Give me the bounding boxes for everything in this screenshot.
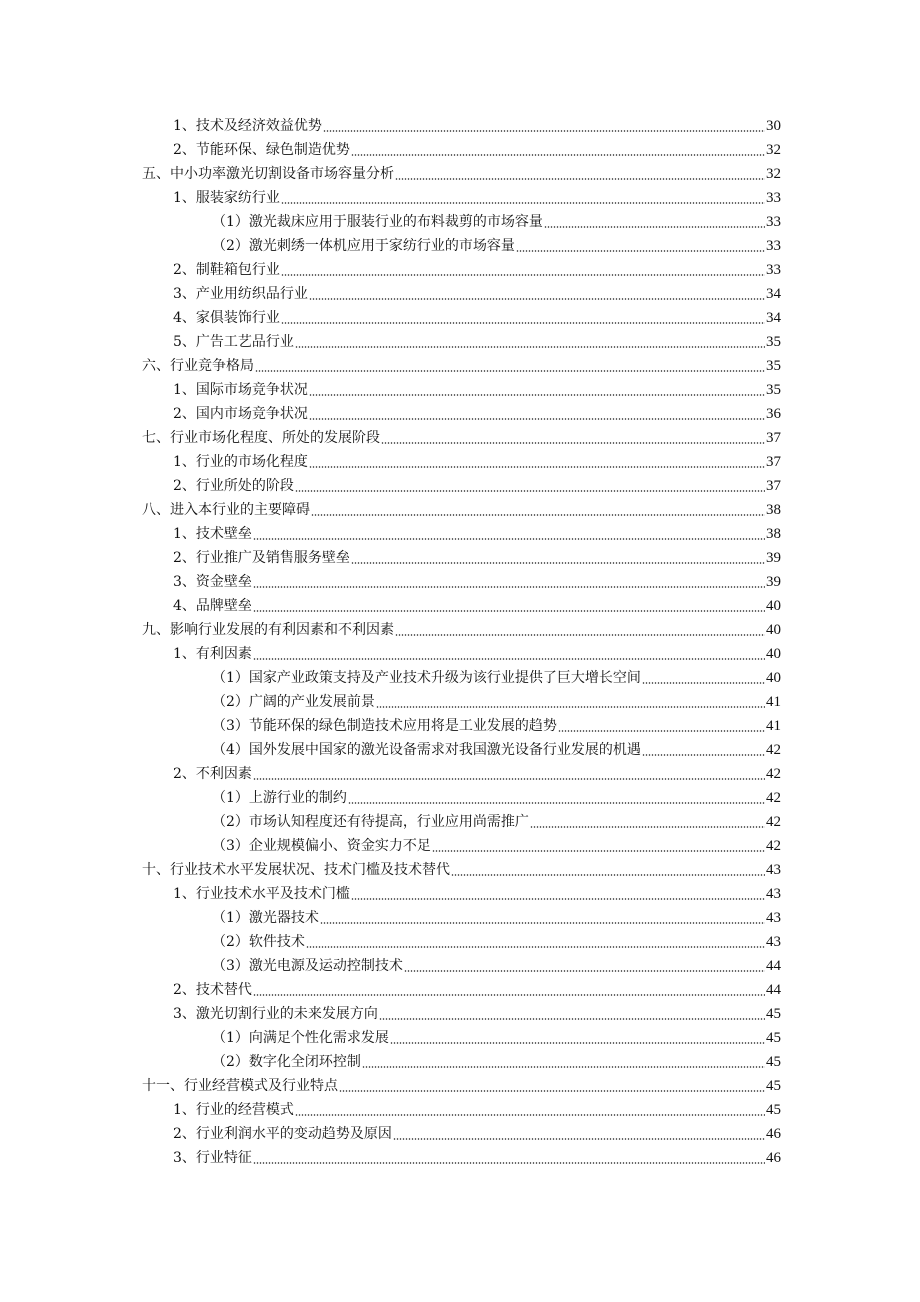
- toc-dot-leader: [295, 490, 765, 492]
- toc-entry-title: 2、节能环保、绿色制造优势: [173, 142, 350, 158]
- toc-entry[interactable]: [0, 184, 781, 208]
- toc-entry-page-number: 39: [766, 550, 781, 566]
- toc-entry-title: 八、进入本行业的主要障碍: [142, 502, 310, 518]
- toc-entry-title: 七、行业市场化程度、所处的发展阶段: [142, 430, 380, 446]
- toc-dot-leader: [253, 1162, 765, 1164]
- toc-entry[interactable]: [0, 496, 781, 520]
- toc-dot-leader: [395, 178, 765, 180]
- toc-dot-leader: [348, 802, 765, 804]
- toc-entry-page-number: 35: [766, 334, 781, 350]
- toc-dot-leader: [309, 466, 765, 468]
- toc-entry[interactable]: [0, 400, 781, 424]
- toc-entry[interactable]: [0, 424, 781, 448]
- toc-entry-page-number: 30: [766, 118, 781, 134]
- toc-entry-title: 2、行业推广及销售服务壁垒: [173, 550, 350, 566]
- toc-dot-leader: [323, 130, 765, 132]
- toc-entry[interactable]: [0, 712, 781, 736]
- toc-entry[interactable]: [0, 520, 781, 544]
- toc-entry-title: 2、国内市场竞争状况: [173, 406, 308, 422]
- toc-entry[interactable]: [0, 136, 781, 160]
- toc-entry-title: 5、广告工艺品行业: [173, 334, 294, 350]
- toc-entry-title: 2、行业所处的阶段: [173, 478, 294, 494]
- toc-entry-title: （1）激光器技术: [212, 910, 319, 926]
- toc-entry-page-number: 43: [766, 934, 781, 950]
- toc-dot-leader: [379, 1018, 765, 1020]
- toc-entry[interactable]: [0, 976, 781, 1000]
- toc-entry-title: 3、行业特征: [173, 1150, 252, 1166]
- toc-dot-leader: [642, 682, 765, 684]
- toc-entry-title: 六、行业竞争格局: [142, 358, 254, 374]
- toc-dot-leader: [320, 922, 765, 924]
- toc-entry[interactable]: [0, 640, 781, 664]
- toc-entry[interactable]: [0, 568, 781, 592]
- toc-entry-page-number: 40: [766, 598, 781, 614]
- toc-entry-page-number: 43: [766, 886, 781, 902]
- toc-entry[interactable]: [0, 952, 781, 976]
- toc-entry-title: 3、资金壁垒: [173, 574, 252, 590]
- toc-entry-page-number: 33: [766, 214, 781, 230]
- toc-dot-leader: [253, 778, 765, 780]
- toc-dot-leader: [351, 562, 765, 564]
- toc-entry[interactable]: [0, 1120, 781, 1144]
- toc-entry-title: （1）激光裁床应用于服装行业的布料裁剪的市场容量: [212, 214, 543, 230]
- toc-entry-title: 1、服装家纺行业: [173, 190, 280, 206]
- toc-dot-leader: [395, 634, 765, 636]
- toc-dot-leader: [642, 754, 765, 756]
- toc-entry-title: （4）国外发展中国家的激光设备需求对我国激光设备行业发展的机遇: [212, 742, 641, 758]
- toc-entry-page-number: 34: [766, 310, 781, 326]
- toc-entry[interactable]: [0, 208, 781, 232]
- toc-dot-leader: [295, 1114, 765, 1116]
- toc-dot-leader: [311, 514, 765, 516]
- toc-dot-leader: [451, 874, 765, 876]
- toc-entry-title: 2、技术替代: [173, 982, 252, 998]
- toc-entry[interactable]: [0, 328, 781, 352]
- toc-entry-page-number: 38: [766, 502, 781, 518]
- toc-entry[interactable]: [0, 376, 781, 400]
- toc-entry[interactable]: [0, 160, 781, 184]
- toc-dot-leader: [530, 826, 765, 828]
- toc-entry-title: （1）向满足个性化需求发展: [212, 1030, 389, 1046]
- toc-entry[interactable]: [0, 808, 781, 832]
- toc-dot-leader: [253, 610, 765, 612]
- toc-dot-leader: [351, 154, 765, 156]
- toc-entry-page-number: 33: [766, 262, 781, 278]
- table-of-contents: [0, 112, 920, 1168]
- toc-entry[interactable]: [0, 832, 781, 856]
- toc-entry-page-number: 42: [766, 838, 781, 854]
- toc-entry[interactable]: [0, 256, 781, 280]
- toc-entry[interactable]: [0, 664, 781, 688]
- toc-entry-title: 4、家俱装饰行业: [173, 310, 280, 326]
- toc-entry-page-number: 44: [766, 982, 781, 998]
- toc-dot-leader: [281, 322, 765, 324]
- toc-entry-title: 十一、行业经营模式及行业特点: [142, 1078, 338, 1094]
- toc-entry-title: （2）广阔的产业发展前景: [212, 694, 375, 710]
- toc-dot-leader: [281, 274, 765, 276]
- toc-dot-leader: [558, 730, 765, 732]
- toc-entry-title: （2）数字化全闭环控制: [212, 1054, 361, 1070]
- toc-entry-page-number: 45: [766, 1054, 781, 1070]
- toc-entry[interactable]: [0, 1000, 781, 1024]
- toc-entry[interactable]: [0, 472, 781, 496]
- toc-entry-title: 1、技术及经济效益优势: [173, 118, 322, 134]
- toc-entry-page-number: 39: [766, 574, 781, 590]
- toc-entry[interactable]: [0, 280, 781, 304]
- toc-entry-title: 1、行业的经营模式: [173, 1102, 294, 1118]
- toc-entry[interactable]: [0, 736, 781, 760]
- toc-entry-title: （1）上游行业的制约: [212, 790, 347, 806]
- toc-entry-title: （2）软件技术: [212, 934, 305, 950]
- toc-entry-page-number: 36: [766, 406, 781, 422]
- toc-dot-leader: [309, 418, 765, 420]
- toc-dot-leader: [255, 370, 765, 372]
- toc-dot-leader: [253, 538, 765, 540]
- toc-entry-title: 2、不利因素: [173, 766, 252, 782]
- toc-entry-page-number: 41: [766, 718, 781, 734]
- toc-entry[interactable]: [0, 352, 781, 376]
- toc-entry-page-number: 43: [766, 862, 781, 878]
- toc-entry-page-number: 42: [766, 766, 781, 782]
- toc-entry[interactable]: [0, 1096, 781, 1120]
- toc-dot-leader: [390, 1042, 765, 1044]
- toc-entry[interactable]: [0, 1144, 781, 1168]
- toc-entry-page-number: 33: [766, 238, 781, 254]
- toc-dot-leader: [376, 706, 765, 708]
- toc-entry[interactable]: [0, 784, 781, 808]
- toc-entry-page-number: 46: [766, 1150, 781, 1166]
- toc-entry[interactable]: [0, 592, 781, 616]
- toc-entry-title: 1、行业的市场化程度: [173, 454, 308, 470]
- toc-entry-page-number: 40: [766, 646, 781, 662]
- toc-entry-title: （3）节能环保的绿色制造技术应用将是工业发展的趋势: [212, 718, 557, 734]
- toc-dot-leader: [339, 1090, 765, 1092]
- toc-entry-page-number: 46: [766, 1126, 781, 1142]
- toc-dot-leader: [309, 298, 765, 300]
- toc-entry[interactable]: [0, 448, 781, 472]
- toc-entry-page-number: 35: [766, 382, 781, 398]
- toc-entry[interactable]: [0, 232, 781, 256]
- toc-entry-page-number: 37: [766, 430, 781, 446]
- toc-entry-title: 4、品牌壁垒: [173, 598, 252, 614]
- toc-entry[interactable]: [0, 1048, 781, 1072]
- toc-entry-title: （3）激光电源及运动控制技术: [212, 958, 403, 974]
- toc-entry-page-number: 34: [766, 286, 781, 302]
- toc-entry-page-number: 45: [766, 1006, 781, 1022]
- toc-dot-leader: [362, 1066, 765, 1068]
- toc-dot-leader: [381, 442, 765, 444]
- toc-entry-page-number: 33: [766, 190, 781, 206]
- toc-entry-page-number: 37: [766, 454, 781, 470]
- toc-dot-leader: [516, 250, 765, 252]
- toc-entry-page-number: 45: [766, 1078, 781, 1094]
- toc-entry-title: 十、行业技术水平发展状况、技术门槛及技术替代: [142, 862, 450, 878]
- toc-dot-leader: [253, 994, 765, 996]
- toc-dot-leader: [306, 946, 765, 948]
- toc-entry-title: （1）国家产业政策支持及产业技术升级为该行业提供了巨大增长空间: [212, 670, 641, 686]
- toc-entry-page-number: 45: [766, 1030, 781, 1046]
- toc-entry-page-number: 42: [766, 742, 781, 758]
- toc-entry-title: 3、激光切割行业的未来发展方向: [173, 1006, 378, 1022]
- toc-entry-page-number: 44: [766, 958, 781, 974]
- toc-entry-page-number: 40: [766, 622, 781, 638]
- toc-entry-title: （3）企业规模偏小、资金实力不足: [212, 838, 431, 854]
- toc-entry[interactable]: [0, 112, 781, 136]
- toc-entry-page-number: 42: [766, 814, 781, 830]
- toc-entry-title: 1、国际市场竞争状况: [173, 382, 308, 398]
- toc-entry-title: 五、中小功率激光切割设备市场容量分析: [142, 166, 394, 182]
- toc-entry-page-number: 35: [766, 358, 781, 374]
- toc-entry-page-number: 42: [766, 790, 781, 806]
- toc-entry[interactable]: [0, 928, 781, 952]
- toc-entry[interactable]: [0, 616, 781, 640]
- toc-dot-leader: [253, 586, 765, 588]
- toc-entry-title: （2）市场认知程度还有待提高，行业应用尚需推广: [212, 814, 529, 830]
- toc-entry-title: 九、影响行业发展的有利因素和不利因素: [142, 622, 394, 638]
- toc-entry[interactable]: [0, 856, 781, 880]
- toc-entry-page-number: 32: [766, 166, 781, 182]
- toc-dot-leader: [295, 346, 765, 348]
- toc-dot-leader: [253, 658, 765, 660]
- toc-dot-leader: [351, 898, 765, 900]
- toc-entry[interactable]: [0, 760, 781, 784]
- toc-entry-page-number: 45: [766, 1102, 781, 1118]
- toc-entry-title: 2、制鞋箱包行业: [173, 262, 280, 278]
- toc-entry-page-number: 37: [766, 478, 781, 494]
- toc-entry[interactable]: [0, 904, 781, 928]
- toc-entry-page-number: 41: [766, 694, 781, 710]
- toc-dot-leader: [404, 970, 765, 972]
- toc-dot-leader: [393, 1138, 765, 1140]
- toc-entry-title: （2）激光刺绣一体机应用于家纺行业的市场容量: [212, 238, 515, 254]
- toc-entry-page-number: 43: [766, 910, 781, 926]
- toc-entry[interactable]: [0, 688, 781, 712]
- toc-entry[interactable]: [0, 1024, 781, 1048]
- toc-entry[interactable]: [0, 1072, 781, 1096]
- toc-dot-leader: [432, 850, 765, 852]
- toc-entry[interactable]: [0, 880, 781, 904]
- toc-dot-leader: [309, 394, 765, 396]
- toc-dot-leader: [281, 202, 765, 204]
- toc-entry-page-number: 40: [766, 670, 781, 686]
- toc-entry-title: 1、有利因素: [173, 646, 252, 662]
- toc-entry[interactable]: [0, 544, 781, 568]
- toc-entry-title: 1、行业技术水平及技术门槛: [173, 886, 350, 902]
- toc-dot-leader: [544, 226, 765, 228]
- toc-entry[interactable]: [0, 304, 781, 328]
- toc-entry-page-number: 32: [766, 142, 781, 158]
- toc-entry-title: 2、行业利润水平的变动趋势及原因: [173, 1126, 392, 1142]
- toc-entry-title: 1、技术壁垒: [173, 526, 252, 542]
- toc-entry-title: 3、产业用纺织品行业: [173, 286, 308, 302]
- toc-entry-page-number: 38: [766, 526, 781, 542]
